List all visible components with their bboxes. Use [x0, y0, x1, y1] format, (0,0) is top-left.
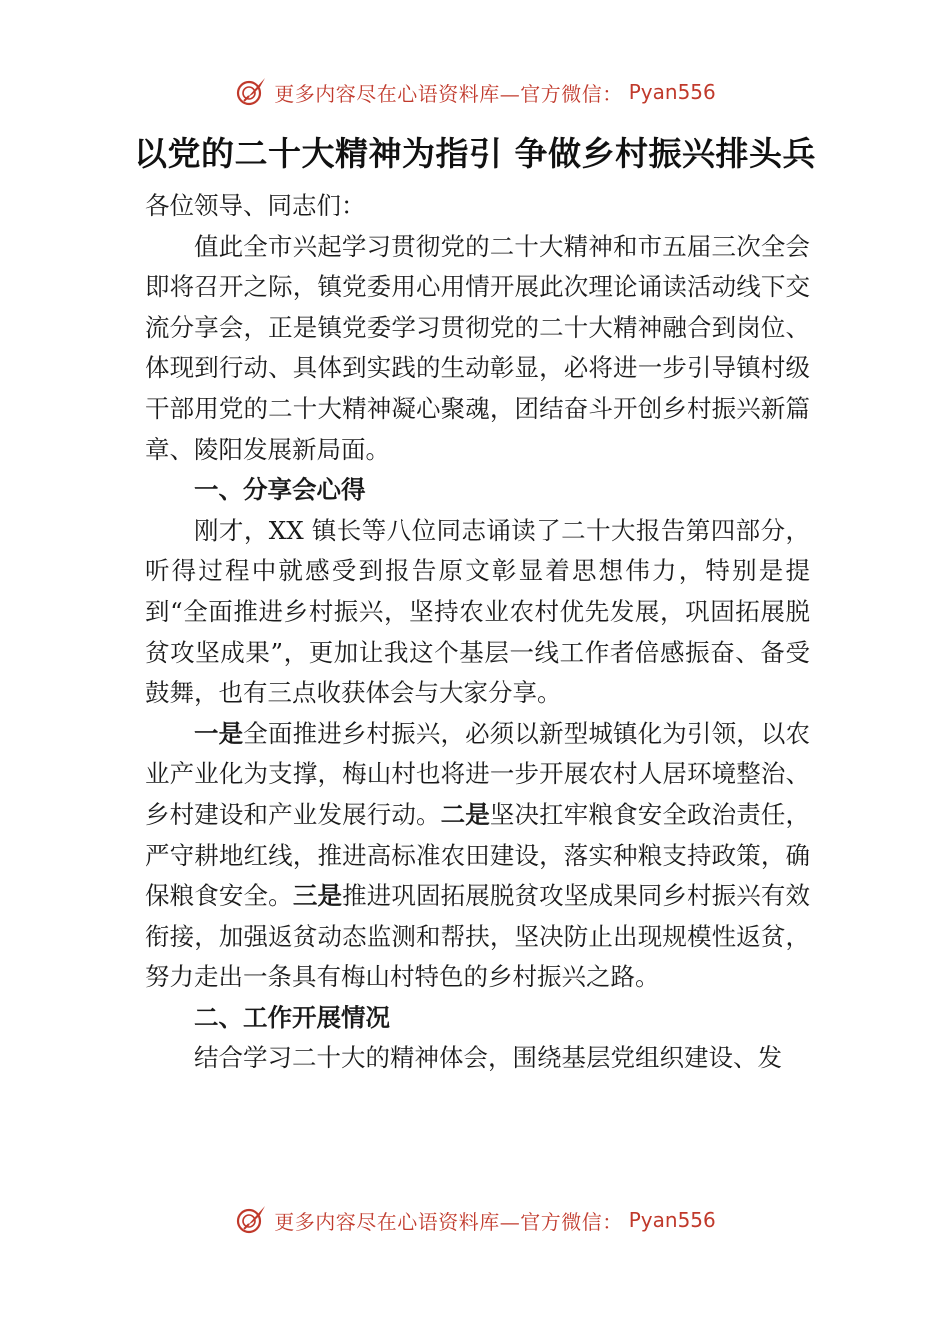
point-text-2: 坚决扛牢粮食安全政治责任，严守耕地红线，推进高标准农田建设，落实种粮支持政策，确保粮食安全。 — [145, 799, 811, 911]
point-text-1: 全面推进乡村振兴，必须以新型城镇化为引领，以农业产业化为支撑，梅山村也将进一步开展农村人居环境整治、乡村建设和产业发展行动。 — [145, 718, 811, 829]
intro-paragraph: 值此全市兴起学习贯彻党的二十大精神和市五届三次全会即将召开之际，镇党委用心用情开展此次理论诵读活动线下交流分享会，正是镇党委学习贯彻党的二十大精神融合到岗位、体现到行动、具体到实践的生动彰显，必将进一步引导镇村级干部用党的二十大精神凝心聚魂，团结奋斗开创乡村振兴新篇章、陵阳发展新局面。 — [145, 231, 810, 464]
point-text-3: 推进巩固拓展脱贫攻坚成果同乡村振兴有效衔接，加强返贫动态监测和帮扶，坚决防止出现规模性返贫，努力走出一条具有梅山村特色的乡村振兴之路。 — [145, 881, 811, 992]
point-label-2: 二是 — [440, 799, 490, 829]
document-body — [145, 186, 810, 1079]
section-heading-1: 一、分享会心得 — [194, 475, 366, 505]
point-label-1: 一是 — [194, 718, 244, 748]
section-heading-2: 二、工作开展情况 — [194, 1002, 390, 1032]
watermark-wechat-id: Pyan556 — [628, 1208, 716, 1232]
section1-points-paragraph — [145, 714, 810, 998]
quill-pen-logo-icon — [234, 1203, 268, 1237]
footer-watermark — [0, 1200, 950, 1240]
page-title: 以党的二十大精神为指引 争做乡村振兴排头兵 — [134, 134, 816, 173]
quill-pen-logo-icon — [234, 75, 268, 109]
watermark-text: 更多内容尽在心语资料库—官方微信： — [274, 1209, 623, 1234]
point-label-3: 三是 — [292, 881, 343, 911]
section2-paragraph: 结合学习二十大的精神体会，围绕基层党组织建设、发 — [194, 1043, 782, 1073]
salutation: 各位领导、同志们： — [145, 191, 366, 220]
watermark-text: 更多内容尽在心语资料库—官方微信： — [274, 81, 623, 106]
header-watermark — [0, 72, 950, 112]
watermark-wechat-id: Pyan556 — [628, 80, 716, 104]
section1-paragraph: 刚才，XX 镇长等八位同志诵读了二十大报告第四部分，听得过程中就感受到报告原文彰显着思想伟力，特别是提到“全面推进乡村振兴，坚持农业农村优先发展，巩固拓展脱贫攻坚成果”，更加让我这个基层一线工作者倍感振奋、备受鼓舞，也有三点收获体会与大家分享。 — [145, 515, 810, 708]
